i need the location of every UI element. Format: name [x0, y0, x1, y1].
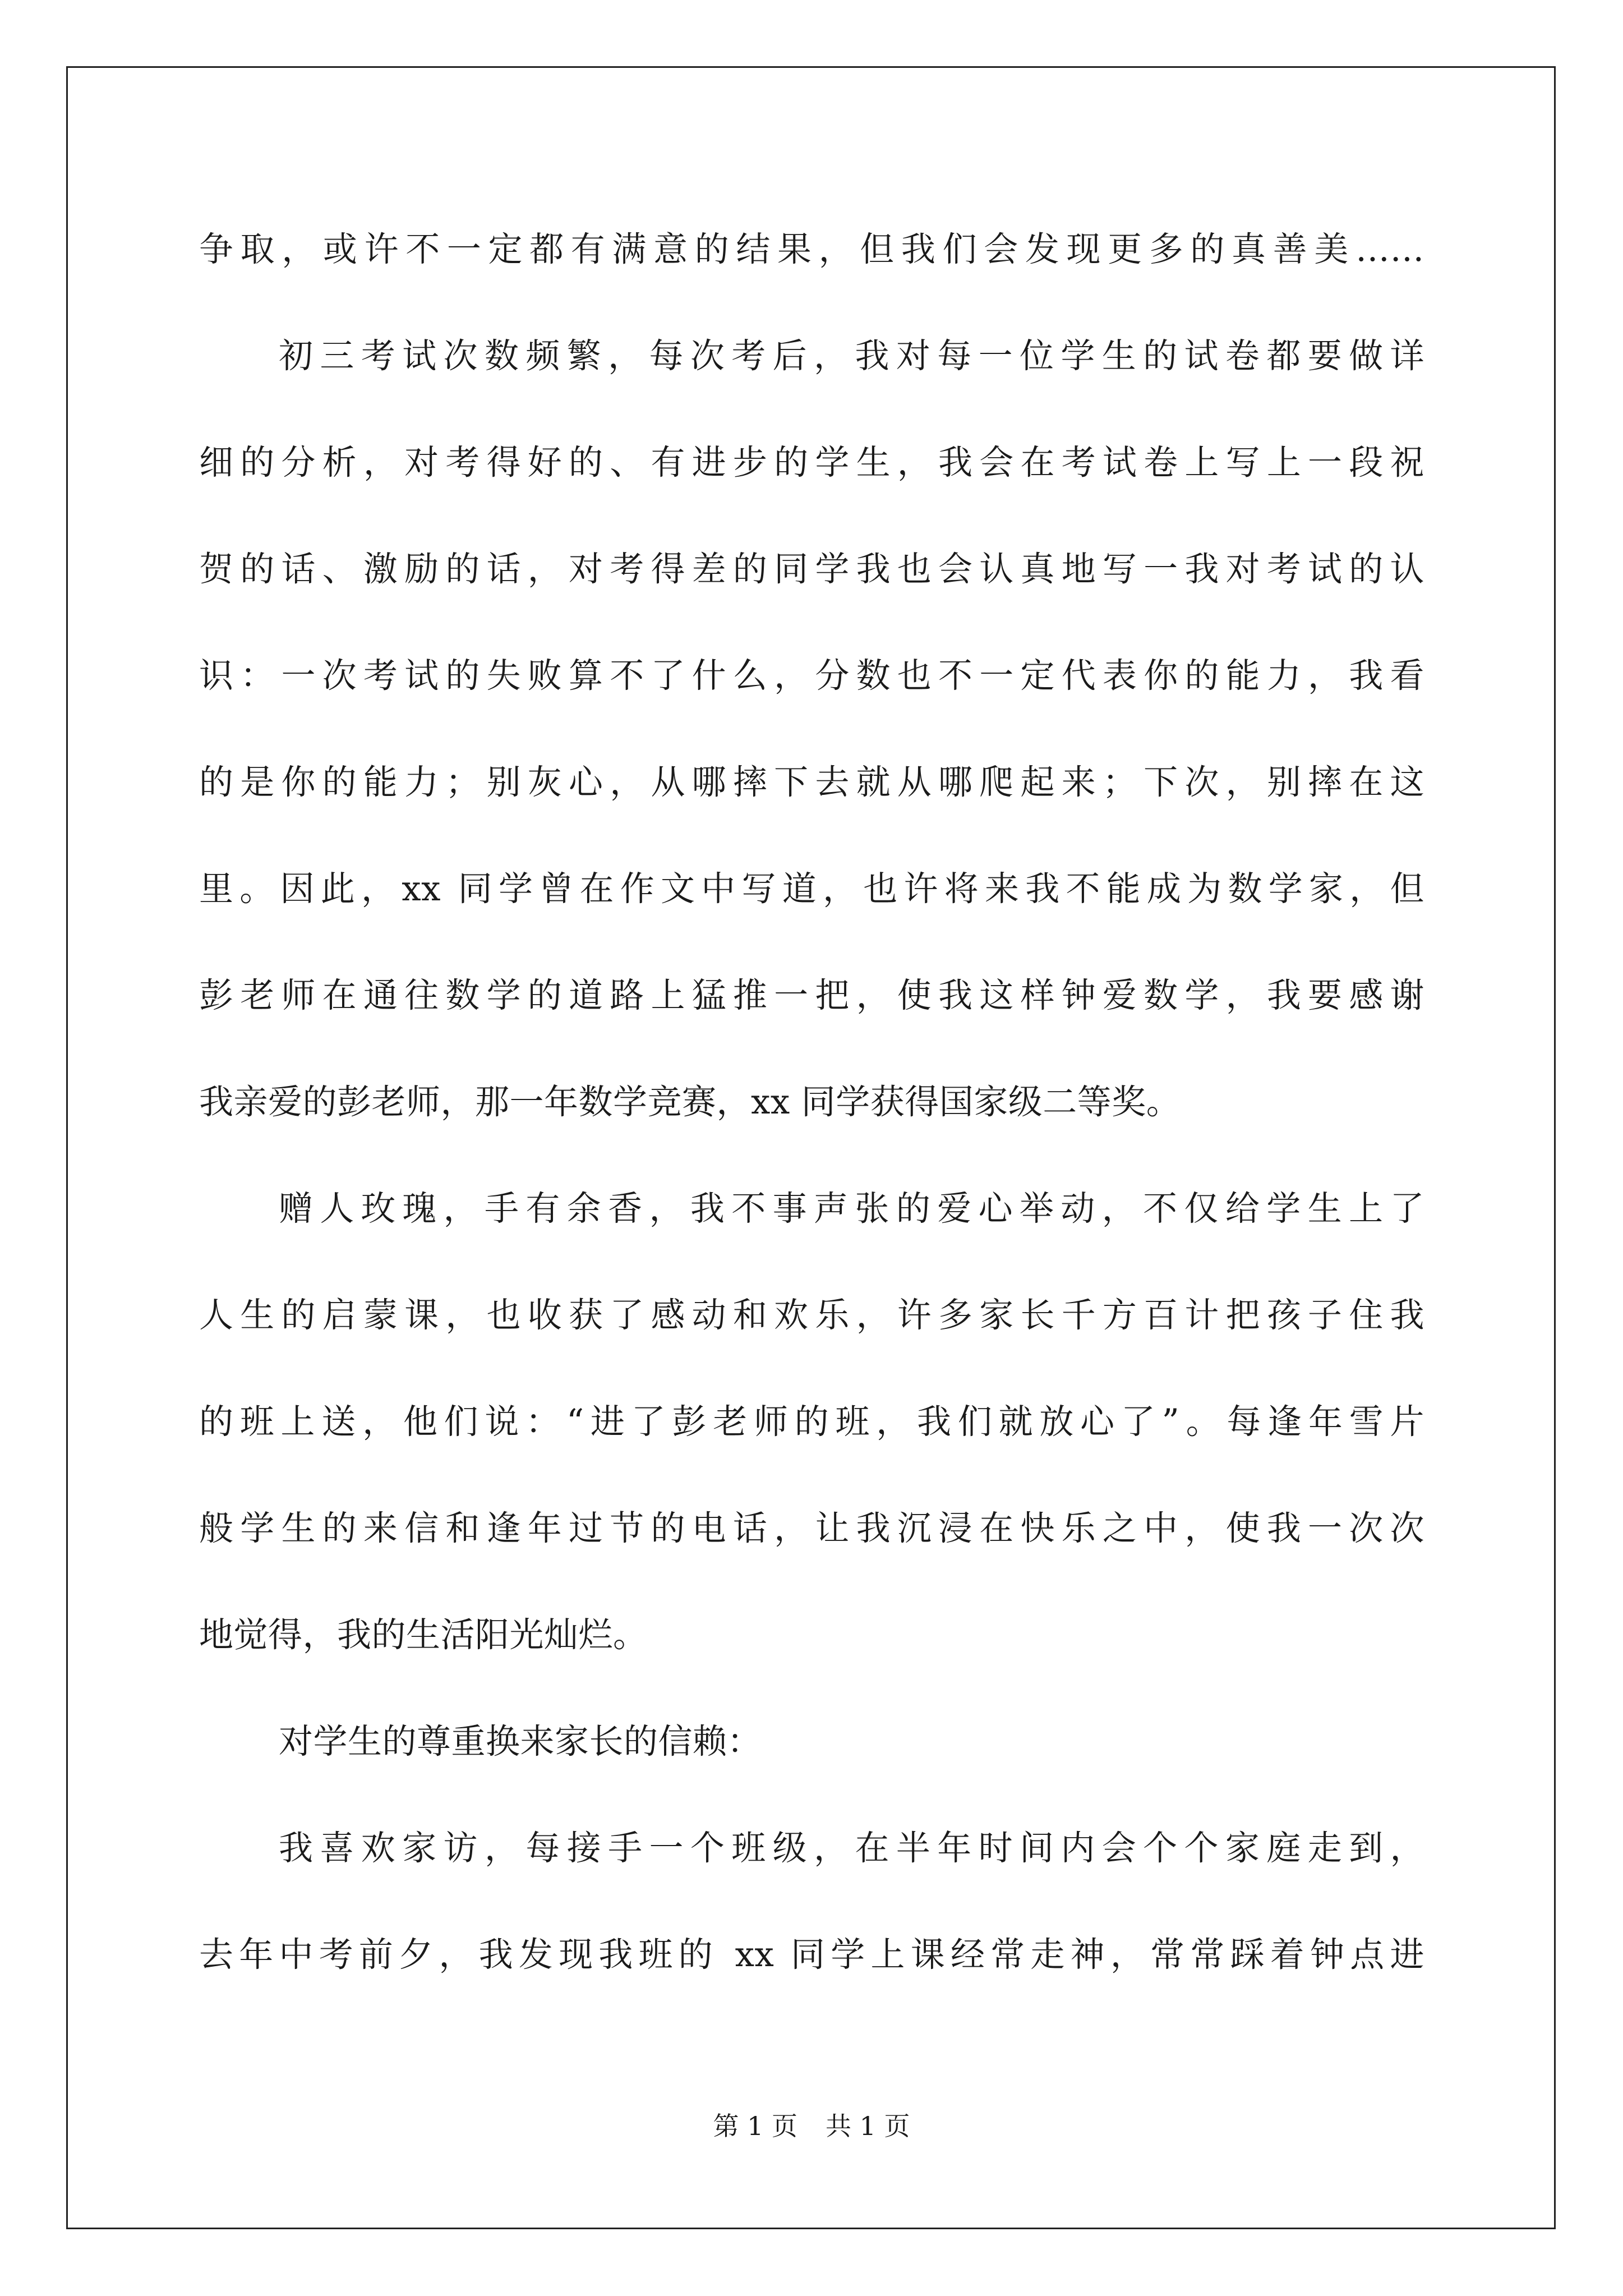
- text-line: 我喜欢家访，每接手一个班级，在半年时间内会个个家庭走到，: [279, 1828, 1424, 1868]
- text-line: 识：一次考试的失败算不了什么，分数也不一定代表你的能力，我看: [199, 656, 1424, 696]
- page-total: 共 1 页: [826, 2111, 910, 2141]
- text-line: 彭老师在通往数学的道路上猛推一把，使我这样钟爱数学，我要感谢: [199, 976, 1424, 1015]
- text-line: 地觉得，我的生活阳光灿烂。: [199, 1615, 648, 1655]
- text-line: 贺的话、激励的话，对考得差的同学我也会认真地写一我对考试的认: [199, 549, 1424, 589]
- text-line: 的是你的能力；别灰心，从哪摔下去就从哪爬起来；下次，别摔在这: [199, 762, 1424, 802]
- text-line: 争取，或许不一定都有满意的结果，但我们会发现更多的真善美……: [199, 229, 1424, 269]
- text-line: 细的分析，对考得好的、有进步的学生，我会在考试卷上写上一段祝: [199, 443, 1424, 482]
- text-line: 对学生的尊重换来家长的信赖：: [279, 1722, 762, 1761]
- text-line: 人生的启蒙课，也收获了感动和欢乐，许多家长千方百计把孩子住我: [199, 1295, 1424, 1335]
- text-line: 的班上送，他们说：“进了彭老师的班，我们就放心了”。每逢年雪片: [199, 1402, 1424, 1442]
- text-line: 里。因此，xx 同学曾在作文中写道，也许将来我不能成为数学家，但: [199, 869, 1424, 909]
- text-line: 初三考试次数频繁，每次考后，我对每一位学生的试卷都要做详: [279, 336, 1424, 376]
- page-number: 第 1 页: [713, 2111, 797, 2141]
- document-body: [199, 216, 1424, 2028]
- text-line: 般学生的来信和逢年过节的电话，让我沉浸在快乐之中，使我一次次: [199, 1508, 1424, 1548]
- page-footer: [0, 2109, 1623, 2143]
- text-line: 去年中考前夕，我发现我班的 xx 同学上课经常走神，常常踩着钟点进: [199, 1935, 1424, 1975]
- text-line: 我亲爱的彭老师，那一年数学竞赛，xx 同学获得国家级二等奖。: [199, 1082, 1181, 1122]
- text-line: 赠人玫瑰，手有余香，我不事声张的爱心举动，不仅给学生上了: [279, 1189, 1424, 1228]
